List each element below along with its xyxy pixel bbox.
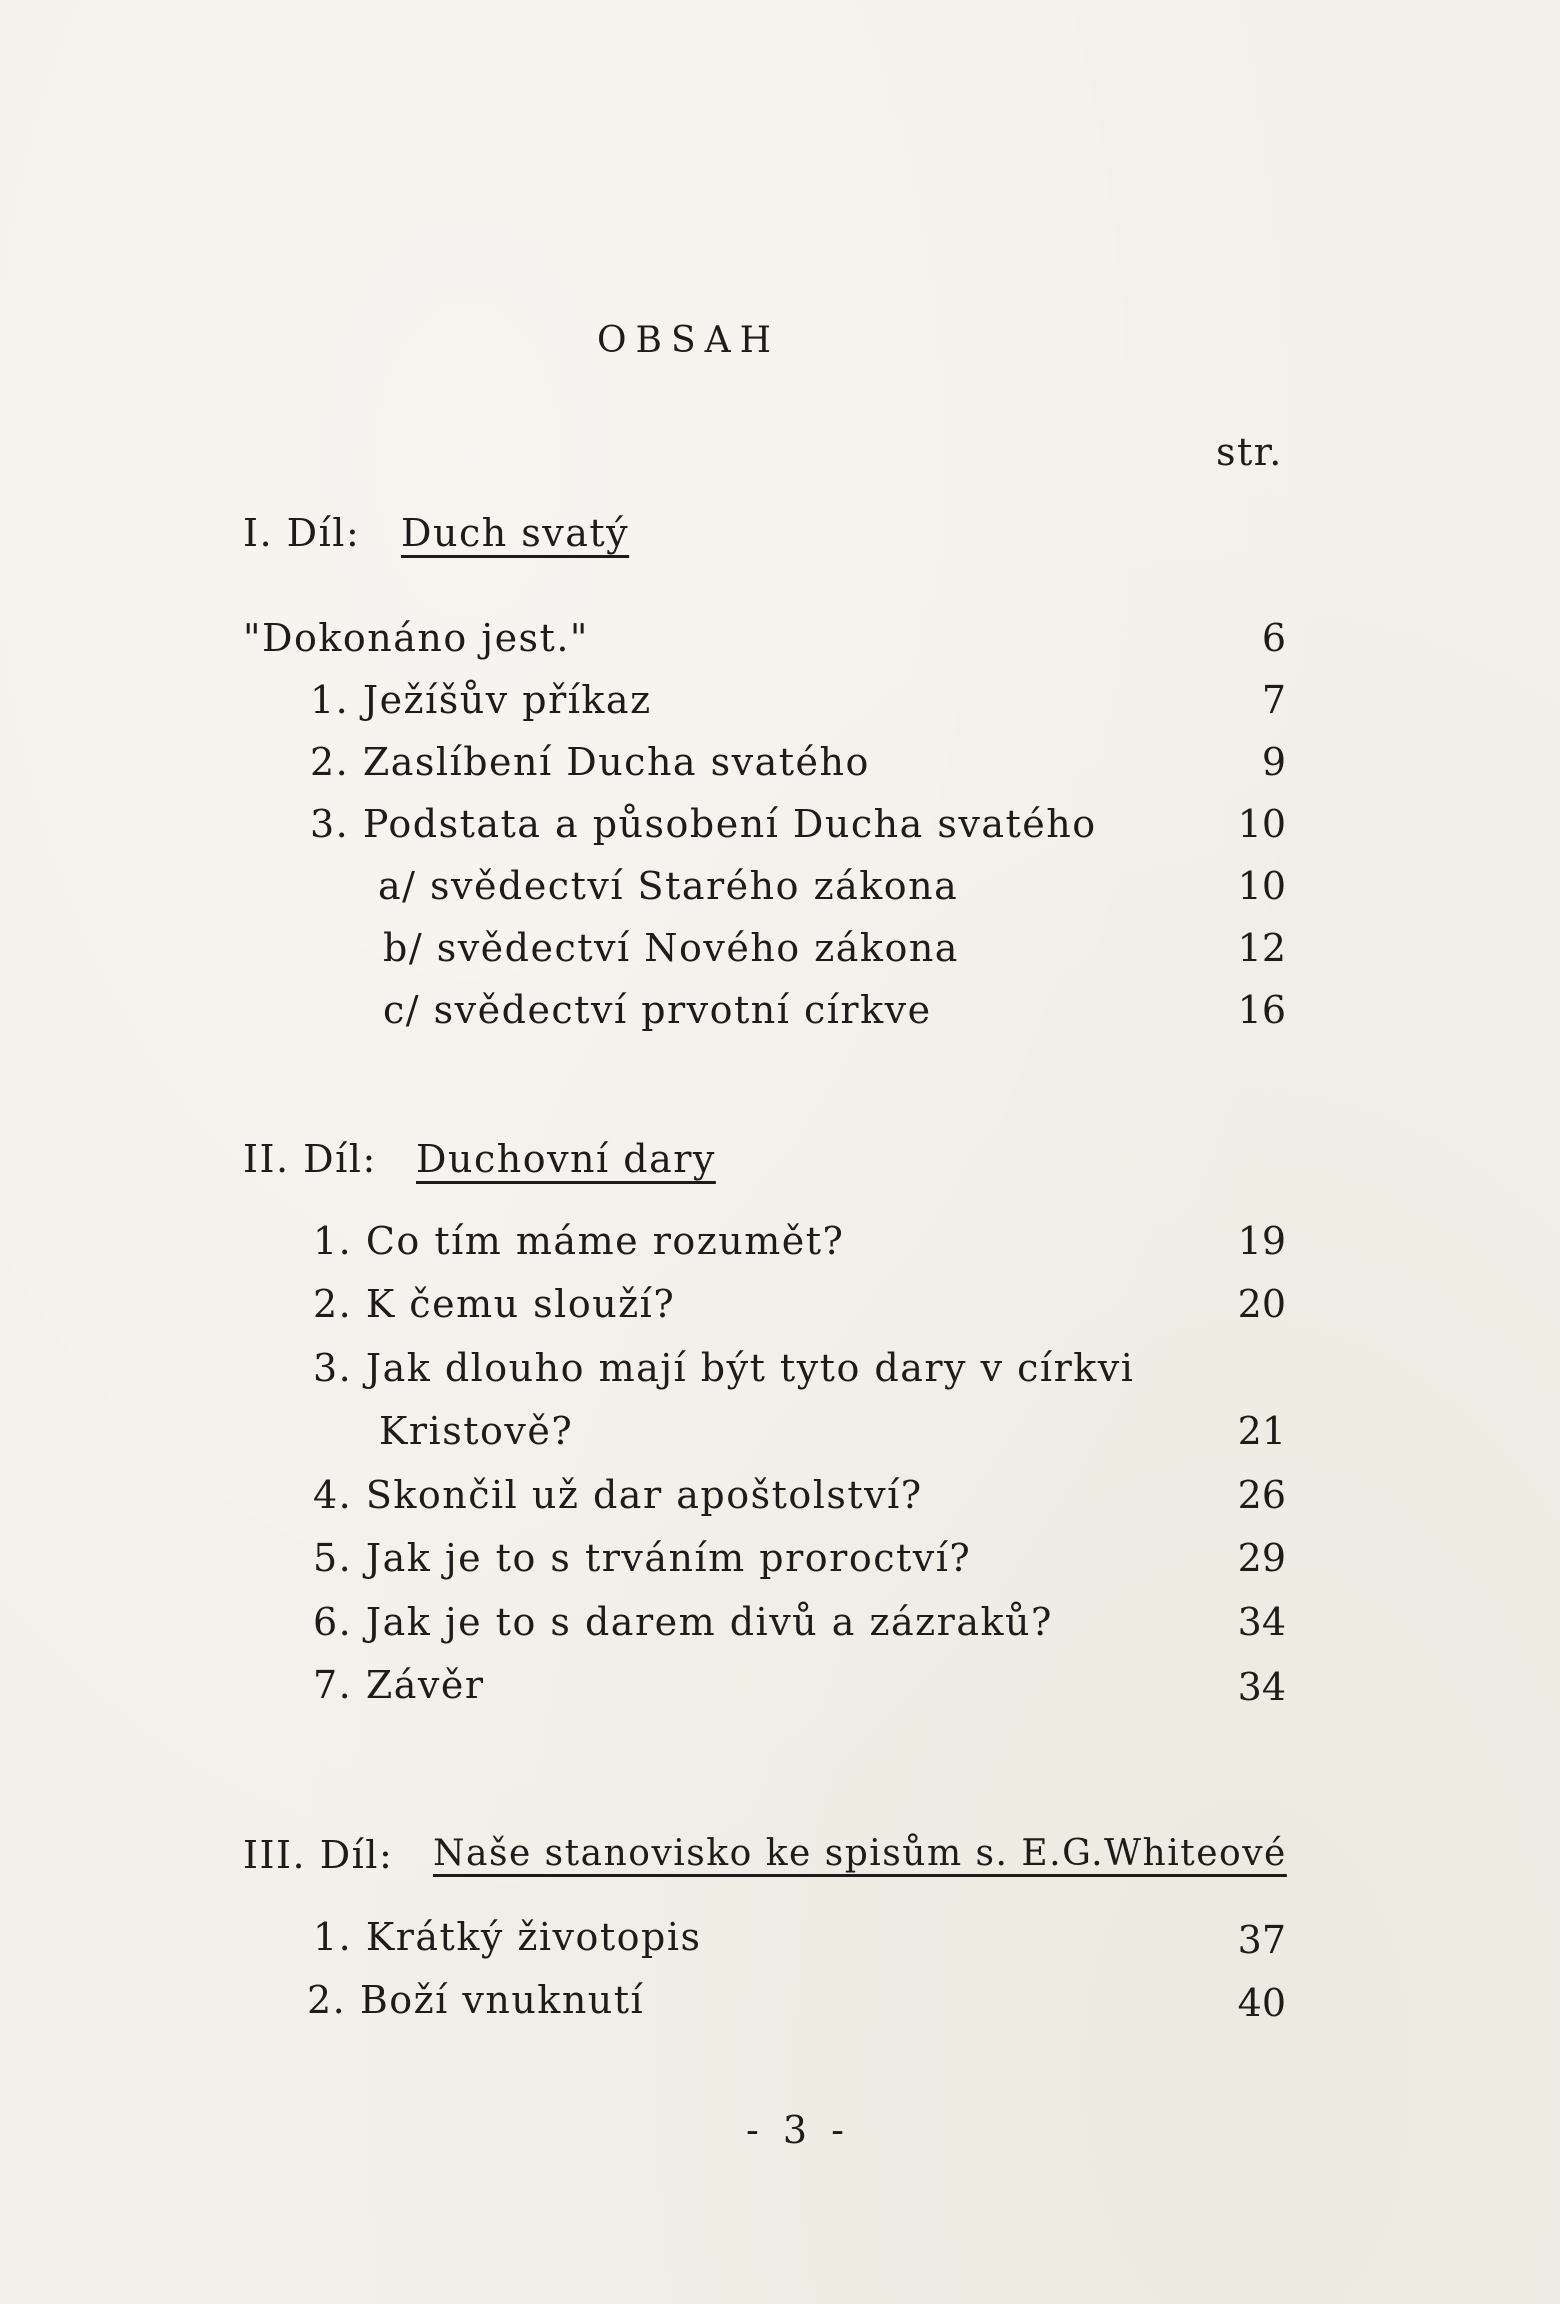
toc-entry-text: 6. Jak je to s darem divů a zázraků? bbox=[313, 1600, 1053, 1644]
toc-entry-text: 3. Podstata a působení Ducha svatého bbox=[310, 802, 1097, 846]
part-3-label: III. Díl: bbox=[243, 1833, 394, 1877]
toc-entry-text: 1. Co tím máme rozumět? bbox=[313, 1219, 845, 1263]
part-2-label: II. Díl: bbox=[243, 1137, 377, 1181]
toc-entry-page: 12 bbox=[1237, 926, 1286, 970]
page-column-header: str. bbox=[1216, 430, 1283, 474]
toc-entry-text: 5. Jak je to s trváním proroctví? bbox=[313, 1536, 972, 1580]
toc-entry-page: 26 bbox=[1237, 1473, 1286, 1517]
part-1-title: Duch svatý bbox=[401, 511, 630, 555]
toc-entry-text: 2. K čemu slouží? bbox=[313, 1282, 676, 1326]
toc-entry-page: 20 bbox=[1237, 1282, 1286, 1326]
toc-entry-text: "Dokonáno jest." bbox=[243, 616, 589, 660]
toc-entry-text: 2. Zaslíbení Ducha svatého bbox=[310, 740, 870, 784]
toc-entry-text: b/ svědectví Nového zákona bbox=[383, 926, 959, 970]
toc-entry-page: 34 bbox=[1237, 1665, 1286, 1709]
toc-entry-text: 7. Závěr bbox=[313, 1663, 485, 1707]
toc-entry-text: 4. Skončil už dar apoštolství? bbox=[313, 1473, 923, 1517]
toc-entry-page: 10 bbox=[1237, 802, 1286, 846]
toc-entry-text: 3. Jak dlouho mají být tyto dary v církvi bbox=[313, 1346, 1135, 1390]
toc-entry-text: 1. Ježíšův příkaz bbox=[310, 678, 652, 722]
toc-entry-page: 21 bbox=[1237, 1409, 1286, 1453]
page-number-footer: - 3 - bbox=[746, 2108, 851, 2152]
toc-entry-text: 1. Krátký životopis bbox=[313, 1915, 702, 1959]
toc-entry-text: 2. Boží vnuknutí bbox=[307, 1978, 645, 2022]
toc-entry-text: a/ svědectví Starého zákona bbox=[378, 864, 959, 908]
page-title: OBSAH bbox=[597, 320, 781, 361]
toc-entry-page: 34 bbox=[1237, 1600, 1286, 1644]
toc-entry-page: 16 bbox=[1237, 988, 1286, 1032]
toc-entry-page: 19 bbox=[1237, 1219, 1286, 1263]
part-3-title: Naše stanovisko ke spisům s. E.G.Whiteové bbox=[433, 1833, 1287, 1874]
part-1-label: I. Díl: bbox=[243, 511, 361, 555]
toc-entry-page: 9 bbox=[1261, 740, 1286, 784]
toc-entry-text: Kristově? bbox=[379, 1409, 574, 1453]
toc-entry-page: 29 bbox=[1237, 1536, 1286, 1580]
toc-entry-page: 7 bbox=[1261, 678, 1286, 722]
toc-entry-text: c/ svědectví prvotní církve bbox=[383, 988, 932, 1032]
toc-entry-page: 10 bbox=[1237, 864, 1286, 908]
part-2-title: Duchovní dary bbox=[416, 1137, 716, 1181]
toc-entry-page: 37 bbox=[1237, 1918, 1286, 1962]
toc-entry-page: 40 bbox=[1237, 1981, 1286, 2025]
toc-entry-page: 6 bbox=[1261, 616, 1286, 660]
